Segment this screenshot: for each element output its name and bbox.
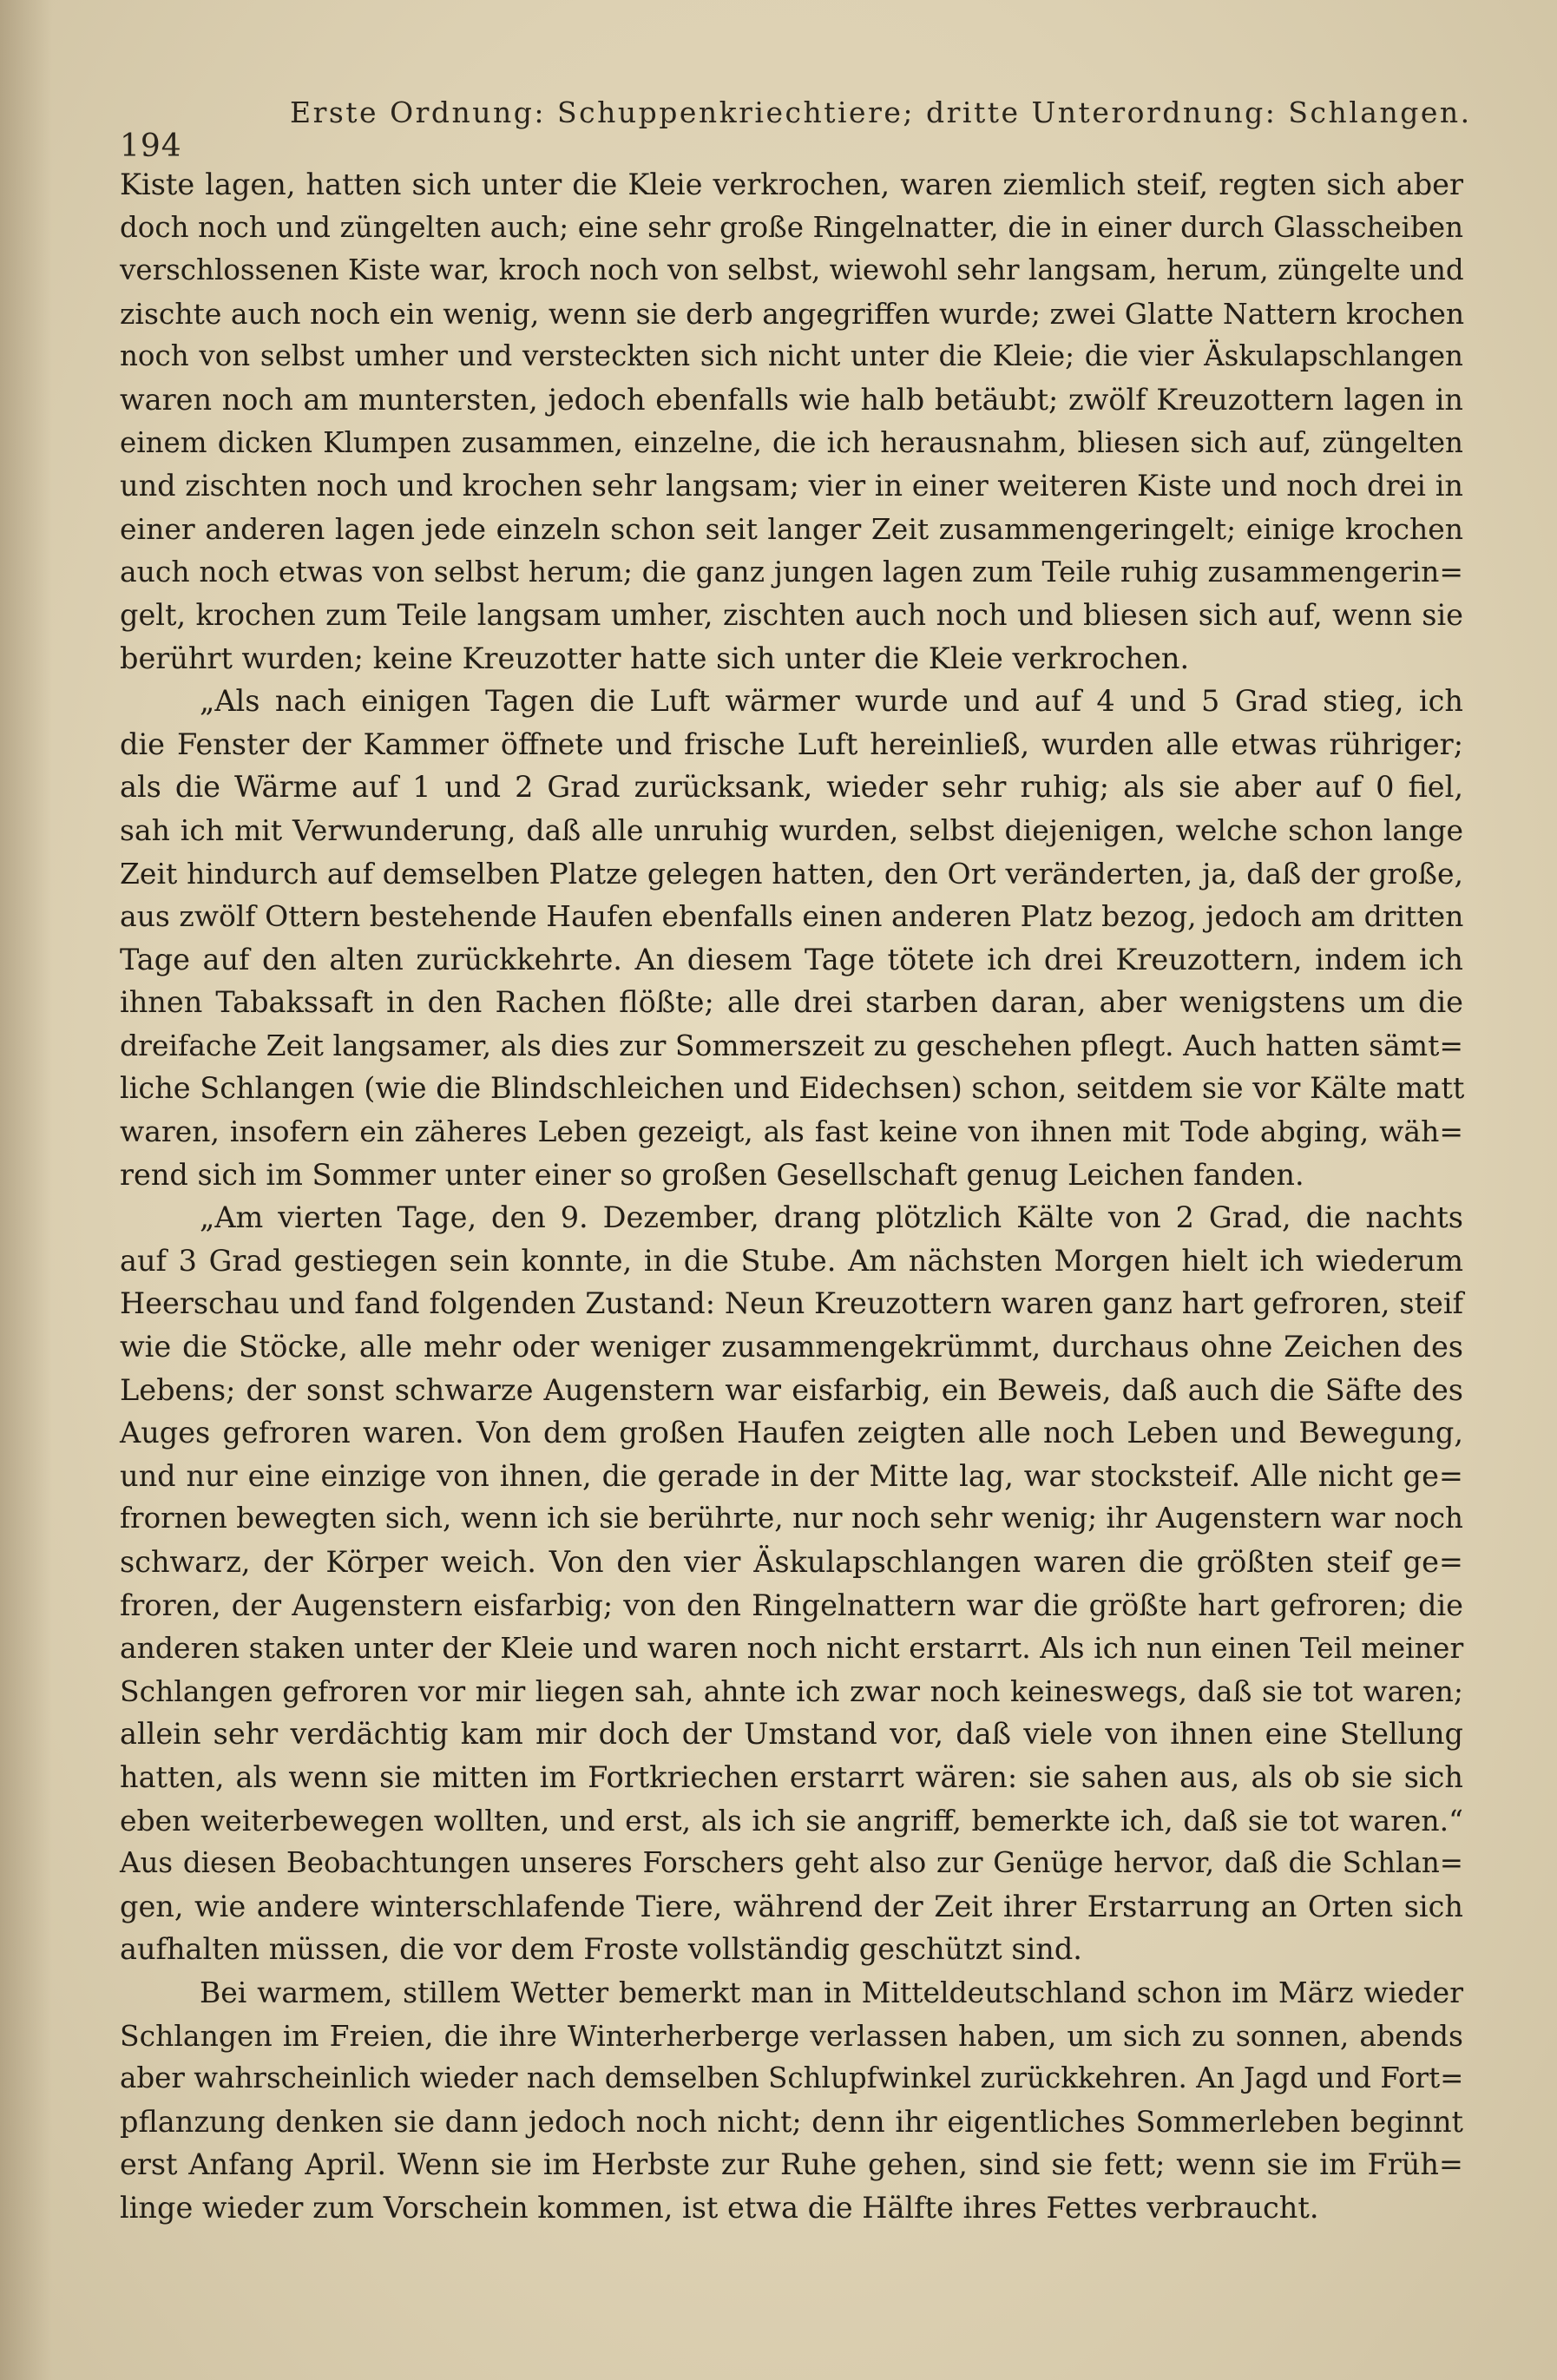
text-line: Aus diesen Beobachtungen unseres Forschers geht also zur Genüge hervor, daß die Schlan=	[120, 1846, 1463, 1880]
text-line: waren noch am muntersten, jedoch ebenfalls wie halb betäubt; zwölf Kreuzottern lagen in	[120, 382, 1463, 417]
body-text	[120, 163, 1463, 2230]
text-line: aus zwölf Ottern bestehende Haufen ebenfalls einen anderen Platz bezog, jedoch am dritten	[120, 899, 1464, 934]
text-line: Lebens; der sonst schwarze Augenstern war eisfarbig, ein Beweis, daß auch die Säfte des	[120, 1372, 1463, 1407]
text-line: „Am vierten Tage, den 9. Dezember, drang plötzlich Kälte von 2 Grad, die nachts	[200, 1200, 1463, 1235]
text-line: zischte auch noch ein wenig, wenn sie derb angegriffen wurde; zwei Glatte Nattern krochen	[120, 296, 1465, 331]
text-line: Schlangen im Freien, die ihre Winterherberge verlassen haben, um sich zu sonnen, abends	[120, 2018, 1463, 2053]
text-line: Auges gefroren waren. Von dem großen Haufen zeigten alle noch Leben und Bewegung,	[120, 1416, 1463, 1450]
text-line: schwarz, der Körper weich. Von den vier Äskulapschlangen waren die größten steif ge=	[120, 1545, 1463, 1579]
text-line: gelt, krochen zum Teile langsam umher, zischten auch noch und bliesen sich auf, wenn sie	[120, 597, 1463, 632]
page-number: 194	[120, 128, 182, 164]
text-line: noch von selbst umher und versteckten sich nicht unter die Kleie; die vier Äskulapschlangen	[120, 339, 1463, 373]
text-line: verschlossenen Kiste war, kroch noch von selbst, wiewohl sehr langsam, herum, züngelte und	[120, 253, 1464, 287]
text-line: Tage auf den alten zurückkehrte. An diesem Tage tötete ich drei Kreuzottern, indem ich	[120, 942, 1463, 976]
text-line: „Als nach einigen Tagen die Luft wärmer wurde und auf 4 und 5 Grad stieg, ich	[200, 684, 1463, 719]
text-line: dreifache Zeit langsamer, als dies zur Sommerszeit zu geschehen pflegt. Auch hatten sämt=	[120, 1028, 1463, 1062]
text-line: einem dicken Klumpen zusammen, einzelne, die ich herausnahm, bliesen sich auf, züngelten	[120, 425, 1463, 459]
text-line: auch noch etwas von selbst herum; die ganz jungen lagen zum Teile ruhig zusammengerin=	[120, 555, 1463, 589]
text-line: aber wahrscheinlich wieder nach demselben Schlupfwinkel zurückkehren. An Jagd und Fort=	[120, 2061, 1464, 2095]
text-line: Kiste lagen, hatten sich unter die Kleie verkrochen, waren ziemlich steif, regten sich aber	[120, 168, 1463, 201]
text-line: allein sehr verdächtig kam mir doch der Umstand vor, daß viele von ihnen eine Stellung	[120, 1717, 1463, 1752]
text-line: Bei warmem, stillem Wetter bemerkt man in Mitteldeutschland schon im März wieder	[200, 1975, 1463, 2009]
text-line: Heerschau und fand folgenden Zustand: Neun Kreuzottern waren ganz hart gefroren, steif	[120, 1286, 1463, 1321]
text-line: rend sich im Sommer unter einer so großen Gesellschaft genug Leichen fanden.	[120, 1157, 1304, 1192]
text-line: die Fenster der Kammer öffnete und frische Luft hereinließ, wurden alle etwas rühriger;	[120, 726, 1463, 761]
text-line: erst Anfang April. Wenn sie im Herbste zur Ruhe gehen, sind sie fett; wenn sie im Früh=	[120, 2147, 1463, 2182]
text-line: und nur eine einzige von ihnen, die gerade in der Mitte lag, war stocksteif. Alle nicht ge=	[120, 1458, 1463, 1493]
text-line: auf 3 Grad gestiegen sein konnte, in die Stube. Am nächsten Morgen hielt ich wiederum	[120, 1243, 1463, 1278]
text-line: pflanzung denken sie dann jedoch noch nicht; denn ihr eigentliches Sommerleben beginnt	[120, 2104, 1463, 2139]
text-line: und zischten noch und krochen sehr langsam; vier in einer weiteren Kiste und noch drei in	[120, 469, 1463, 503]
text-line: froren, der Augenstern eisfarbig; von den Ringelnattern war die größte hart gefroren; die	[120, 1588, 1463, 1622]
text-line: berührt wurden; keine Kreuzotter hatte sich unter die Kleie verkrochen.	[120, 641, 1190, 675]
text-line: als die Wärme auf 1 und 2 Grad zurücksank, wieder sehr ruhig; als sie aber auf 0 fiel,	[120, 770, 1463, 805]
page-header	[120, 95, 1474, 164]
text-line: Schlangen gefroren vor mir liegen sah, ahnte ich zwar noch keineswegs, daß sie tot waren;	[120, 1673, 1463, 1708]
text-line: Zeit hindurch auf demselben Platze gelegen hatten, den Ort veränderten, ja, daß der große,	[120, 856, 1463, 891]
text-line: sah ich mit Verwunderung, daß alle unruhig wurden, selbst diejenigen, welche schon lange	[120, 812, 1463, 847]
text-line: einer anderen lagen jede einzeln schon seit langer Zeit zusammengeringelt; einige krochen	[120, 511, 1463, 546]
spine-shadow	[0, 0, 52, 2380]
text-line: ihnen Tabakssaft in den Rachen flößte; alle drei starben daran, aber wenigstens um die	[120, 985, 1463, 1020]
text-line: anderen staken unter der Kleie und waren noch nicht erstarrt. Als ich nun einen Teil meiner	[120, 1631, 1464, 1666]
text-line: gen, wie andere winterschlafende Tiere, während der Zeit ihrer Erstarrung an Orten sich	[120, 1889, 1463, 1923]
text-line: liche Schlangen (wie die Blindschleichen und Eidechsen) schon, seitdem sie vor Kälte matt	[120, 1071, 1465, 1106]
text-line: wie die Stöcke, alle mehr oder weniger zusammengekrümmt, durchaus ohne Zeichen des	[120, 1330, 1463, 1364]
text-line: waren, insofern ein zäheres Leben gezeigt, als fast keine von ihnen mit Tode abging, wäh=	[120, 1114, 1463, 1149]
text-line: linge wieder zum Vorschein kommen, ist etwa die Hälfte ihres Fettes verbraucht.	[120, 2190, 1319, 2225]
text-line: aufhalten müssen, die vor dem Froste vollständig geschützt sind.	[120, 1932, 1082, 1967]
text-line: doch noch und züngelten auch; eine sehr große Ringelnatter, die in einer durch Glasscheiben	[120, 210, 1463, 244]
text-line: frornen bewegten sich, wenn ich sie berührte, nur noch sehr wenig; ihr Augenstern war noch	[120, 1502, 1463, 1535]
text-line: eben weiterbewegen wollten, und erst, als ich sie angriff, bemerkte ich, daß sie tot waren.“	[120, 1803, 1463, 1838]
running-head: Erste Ordnung: Schuppenkriechtiere; dritte Unterordnung: Schlangen.	[290, 95, 1472, 129]
text-line: hatten, als wenn sie mitten im Fortkriechen erstarrt wären: sie sahen aus, als ob sie sich	[120, 1759, 1463, 1794]
